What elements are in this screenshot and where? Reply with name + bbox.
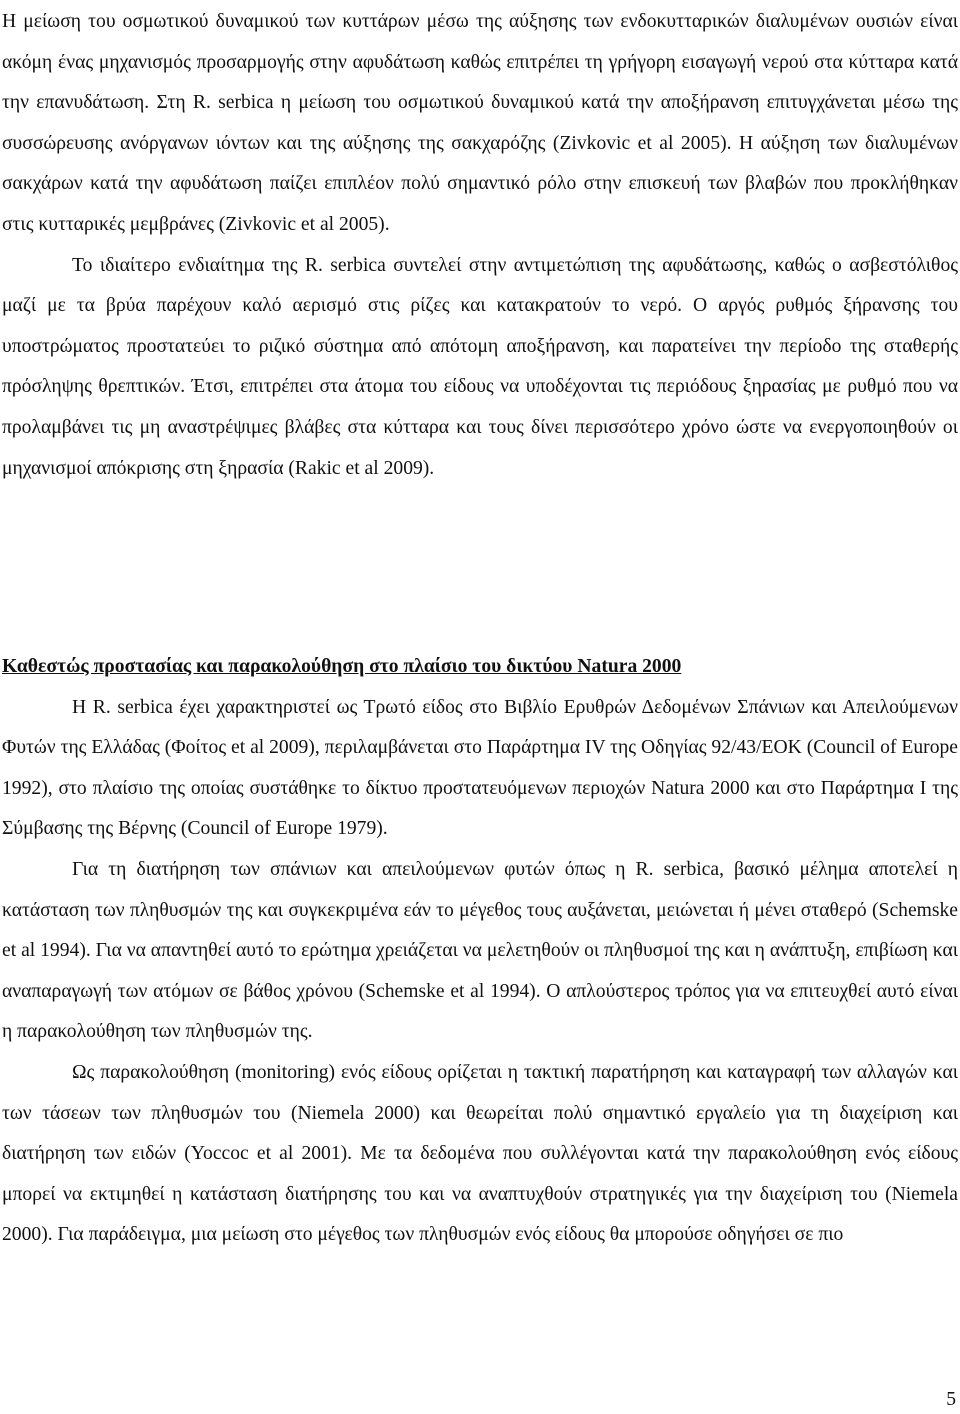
section-heading: Καθεστώς προστασίας και παρακολούθηση στο πλαίσιο του δικτύου Natura 2000	[2, 656, 682, 677]
paragraph-habitat: Το ιδιαίτερο ενδιαίτημα της R. serbica συντελεί στην αντιμετώπιση της αφυδάτωσης, καθώς ο ασβεστόλιθος μαζί με τα βρύα παρέχουν καλό αερισμό στις ρίζες και κατακρατούν το νερό. Ο αργός ρυθμός ξήρανσης του υποστρώματος προστατεύει το ριζικό σύστημα από απότομη αποξήρανση, και παρατείνει την περίοδο της σταθερής πρόσληψης θρεπτικών. Έτσι, επιτρέπει στα άτομα του είδους να υποδέχονται τις περιόδους ξηρασίας με ρυθμό που να προλαμβάνει τις μη αναστρέψιμες βλάβες στα κύτταρα και τους δίνει περισσότερο χρόνο ώστε να ενεργοποιηθούν οι μηχανισμοί απόκρισης στη ξηρασία (Rakic et al 2009).	[2, 254, 958, 479]
section-protection-status	[2, 647, 958, 1256]
section-top	[2, 2, 958, 489]
paragraph-population-status: Για τη διατήρηση των σπάνιων και απειλούμενων φυτών όπως η R. serbica, βασικό μέλημα αποτελεί η κατάσταση των πληθυσμών της και συγκεκριμένα εάν το μέγεθος τους αυξάνεται, μειώνεται ή μένει σταθερό (Schemske et al 1994). Για να απαντηθεί αυτό το ερώτημα χρειάζεται να μελετηθούν οι πληθυσμοί της και η ανάπτυξη, επιβίωση και αναπαραγωγή των ατόμων σε βάθος χρόνου (Schemske et al 1994). Ο απλούστερος τρόπος για να επιτευχθεί αυτό είναι η παρακολούθηση των πληθυσμών της.	[2, 858, 958, 1043]
page-number: 5	[946, 1389, 956, 1410]
paragraph-monitoring: Ως παρακολούθηση (monitoring) ενός είδους ορίζεται η τακτική παρατήρηση και καταγραφή των αλλαγών και των τάσεων των πληθυσμών του (Niemela 2000) και θεωρείται πολύ σημαντικό εργαλείο για τη διαχείριση και διατήρηση των ειδών (Yoccoc et al 2001). Με τα δεδομένα που συλλέγονται κατά την παρακολούθηση ενός είδους μπορεί να εκτιμηθεί η κατάσταση διατήρησης του και να αναπτυχθούν στρατηγικές για την διαχείριση του (Niemela 2000). Για παράδειγμα, μια μείωση στο μέγεθος των πληθυσμών ενός είδους θα μπορούσε οδηγήσει σε πιο	[2, 1061, 958, 1246]
paragraph-red-data-book: Η R. serbica έχει χαρακτηριστεί ως Τρωτό είδος στο Βιβλίο Ερυθρών Δεδομένων Σπάνιων και Απειλούμενων Φυτών της Ελλάδας (Φοίτος et al 2009), περιλαμβάνεται στο Παράρτημα IV της Οδηγίας 92/43/ΕΟΚ (Council of Europe 1992), στο πλαίσιο της οποίας συστάθηκε το δίκτυο προστατευόμενων περιοχών Natura 2000 και στο Παράρτημα Ι της Σύμβασης της Βέρνης (Council of Europe 1979).	[2, 696, 958, 840]
paragraph-osmotic-potential: Η μείωση του οσμωτικού δυναμικού των κυττάρων μέσω της αύξησης των ενδοκυτταρικών διαλυμένων ουσιών είναι ακόμη ένας μηχανισμός προσαρμογής στην αφυδάτωση καθώς επιτρέπει τη γρήγορη εισαγωγή νερού στα κύτταρα κατά την επανυδάτωση. Στη R. serbica η μείωση του οσμωτικού δυναμικού κατά την αποξήρανση επιτυγχάνεται μέσω της συσσώρευσης ανόργανων ιόντων και της αύξησης της σακχαρόζης (Zivkovic et al 2005). Η αύξηση των διαλυμένων σακχάρων κατά την αφυδάτωση παίζει επιπλέον πολύ σημαντικό ρόλο στην επισκευή των βλαβών που προκλήθηκαν στις κυτταρικές μεμβράνες (Zivkovic et al 2005).	[2, 11, 958, 235]
